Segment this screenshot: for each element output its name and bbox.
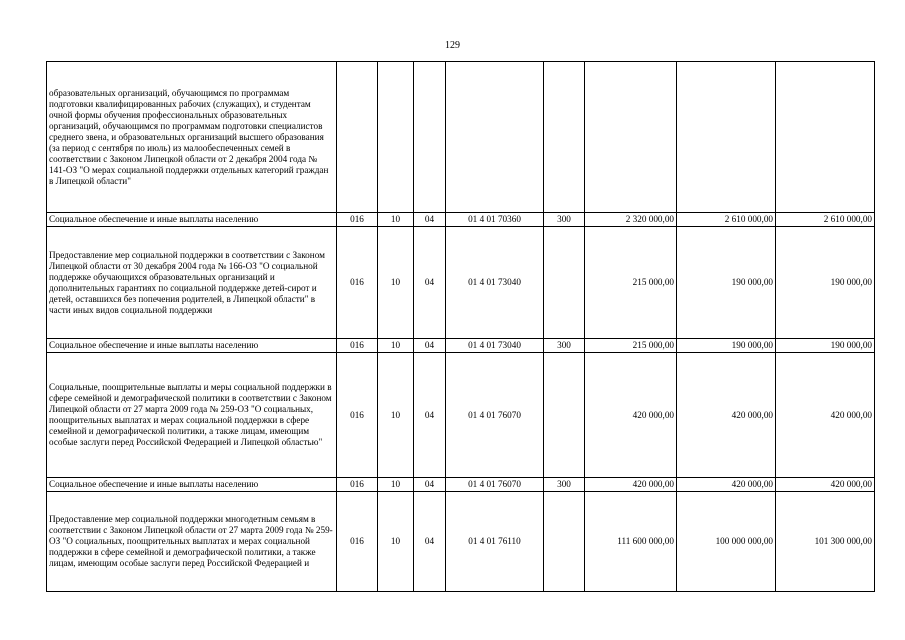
subsection-code: 04 [414, 492, 446, 592]
table-row [47, 339, 875, 353]
subsection-code: 04 [414, 339, 446, 353]
target-code: 01 4 01 76070 [446, 353, 544, 478]
target-code: 01 4 01 73040 [446, 339, 544, 353]
budget-table [46, 61, 875, 592]
table-row [47, 227, 875, 339]
expense-type-code: 300 [544, 339, 585, 353]
amount-year-2: 100 000 000,00 [677, 492, 776, 592]
amount-year-3 [776, 62, 875, 213]
row-name: Предоставление мер социальной поддержки многодетным семьям в соответствии с Законом Липецкой области от 27 марта 2009 года № 259-ОЗ "О социальных, поощрительных выплатах и мерах социальной поддержки в сфере семейной и демографической политики, а также лицам, имеющим особые заслуги перед Российской Федерацией и [47, 492, 337, 592]
row-name: Социальные, поощрительные выплаты и меры социальной поддержки в сфере семейной и демографической политики в соответствии с Законом Липецкой области от 27 марта 2009 года № 259-ОЗ "О социальных, поощрительных выплатах и мерах социальной поддержки в сфере семейной и демографической политики, а также лицам, имеющим особые заслуги перед Российской Федерацией и Липецкой областью" [47, 353, 337, 478]
amount-year-2: 420 000,00 [677, 353, 776, 478]
section-code [378, 62, 414, 213]
amount-year-1: 215 000,00 [585, 339, 677, 353]
amount-year-2: 190 000,00 [677, 227, 776, 339]
target-code: 01 4 01 70360 [446, 213, 544, 227]
amount-year-1 [585, 62, 677, 213]
amount-year-3: 420 000,00 [776, 478, 875, 492]
target-code: 01 4 01 76110 [446, 492, 544, 592]
amount-year-2: 420 000,00 [677, 478, 776, 492]
expense-type-code [544, 227, 585, 339]
amount-year-1: 111 600 000,00 [585, 492, 677, 592]
expense-type-code: 300 [544, 213, 585, 227]
expense-type-code: 300 [544, 478, 585, 492]
table-row [47, 213, 875, 227]
page-number: 129 [445, 40, 460, 51]
table-row [47, 478, 875, 492]
subsection-code [414, 62, 446, 213]
ministry-code: 016 [337, 478, 378, 492]
amount-year-1: 2 320 000,00 [585, 213, 677, 227]
amount-year-3: 2 610 000,00 [776, 213, 875, 227]
expense-type-code [544, 62, 585, 213]
section-code: 10 [378, 339, 414, 353]
table-row [47, 62, 875, 213]
amount-year-3: 190 000,00 [776, 339, 875, 353]
amount-year-2 [677, 62, 776, 213]
table-row [47, 492, 875, 592]
ministry-code: 016 [337, 213, 378, 227]
amount-year-3: 101 300 000,00 [776, 492, 875, 592]
section-code: 10 [378, 492, 414, 592]
row-name: Социальное обеспечение и иные выплаты населению [47, 339, 337, 353]
subsection-code: 04 [414, 478, 446, 492]
section-code: 10 [378, 478, 414, 492]
row-name: Социальное обеспечение и иные выплаты населению [47, 213, 337, 227]
section-code: 10 [378, 353, 414, 478]
target-code: 01 4 01 76070 [446, 478, 544, 492]
expense-type-code [544, 492, 585, 592]
ministry-code: 016 [337, 227, 378, 339]
amount-year-1: 420 000,00 [585, 353, 677, 478]
ministry-code: 016 [337, 353, 378, 478]
amount-year-2: 190 000,00 [677, 339, 776, 353]
target-code: 01 4 01 73040 [446, 227, 544, 339]
subsection-code: 04 [414, 227, 446, 339]
target-code [446, 62, 544, 213]
amount-year-3: 190 000,00 [776, 227, 875, 339]
amount-year-2: 2 610 000,00 [677, 213, 776, 227]
table-row [47, 353, 875, 478]
amount-year-1: 215 000,00 [585, 227, 677, 339]
row-name: Социальное обеспечение и иные выплаты населению [47, 478, 337, 492]
ministry-code: 016 [337, 339, 378, 353]
ministry-code [337, 62, 378, 213]
row-name: Предоставление мер социальной поддержки в соответствии с Законом Липецкой области от 30 декабря 2004 года № 166-ОЗ "О социальной поддержке обучающихся образовательных организаций и дополнительных гарантиях по социальной поддержке детей-сирот и детей, оставшихся без попечения родителей, в Липецкой области" в части иных видов социальной поддержки [47, 227, 337, 339]
expense-type-code [544, 353, 585, 478]
section-code: 10 [378, 213, 414, 227]
subsection-code: 04 [414, 213, 446, 227]
amount-year-3: 420 000,00 [776, 353, 875, 478]
row-name: образовательных организаций, обучающимся по программам подготовки квалифицированных рабочих (служащих), и студентам очной формы обучения профессиональных образовательных организаций, обучающимся по программам подготовки специалистов среднего звена, и образовательных организаций высшего образования (за период с сентября по июль) из малообеспеченных семей в соответствии с Законом Липецкой области от 2 декабря 2004 года № 141-ОЗ "О мерах социальной поддержки отдельных категорий граждан в Липецкой области" [47, 62, 337, 213]
section-code: 10 [378, 227, 414, 339]
ministry-code: 016 [337, 492, 378, 592]
subsection-code: 04 [414, 353, 446, 478]
amount-year-1: 420 000,00 [585, 478, 677, 492]
